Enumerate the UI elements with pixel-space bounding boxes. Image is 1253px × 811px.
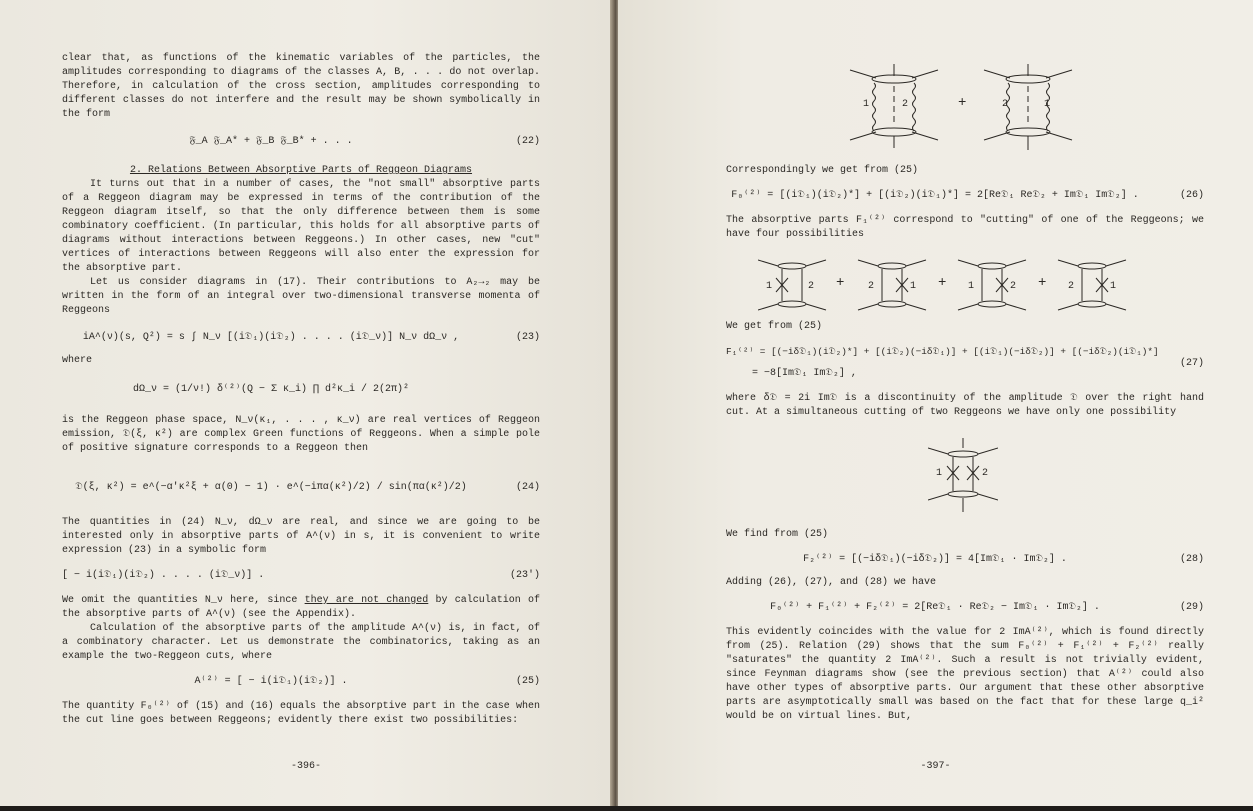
where-label: where <box>62 355 93 366</box>
row-diagram-2-label-2: 2 <box>868 281 875 292</box>
diagram-double-cut <box>928 438 998 514</box>
row-diagram-3-label-2: 2 <box>1010 281 1017 292</box>
paragraph-intro: clear that, as functions of the kinematic variables of the particles, the amplitudes corresponding to diagrams of the classes A, B, . . . do not overlap. Therefore, in calculation of the cross section, amplitudes corresponding to different classes do not interfere and the result may be shown symbolically in the form <box>62 53 540 120</box>
diagram-cut-reggeon-row <box>758 254 1128 318</box>
row-plus-1: + <box>836 275 845 291</box>
row-plus-3: + <box>1038 275 1047 291</box>
equation-24 <box>62 470 540 506</box>
row-diagram-2-label-1: 1 <box>910 281 917 292</box>
diagram-right-label-1: 1 <box>1044 99 1051 110</box>
paragraph-absorptive: It turns out that in a number of cases, the "not small" absorptive parts of a Reggeon diagram may be expressed in terms of the contribution of the Reggeon diagram itself, so that the only difference between them is some combinatory coefficient. (In particular, this holds for all absorptive parts of diagrams without interactions between Reggeons.) In other cases, new "cut" vertices of interactions between Reggeons will also enter the expression for the absorptive part. <box>62 179 540 274</box>
row-plus-2: + <box>938 275 947 291</box>
paragraph-discontinuity: where δ𝔇 = 2i Im𝔇 is a discontinuity of the amplitude 𝔇 over the right hand cut. At a simultaneous cutting of two Reggeons we have only one possibility <box>726 393 1204 418</box>
equation-24-body: 𝔇(ξ, κ²) = e^(−α′κ²ξ + α(0) − 1) · e^(−iπα(κ²)/2) / sin(πα(κ²)/2) <box>75 482 467 493</box>
equation-25 <box>62 672 540 692</box>
section-heading <box>62 164 540 178</box>
double-cut-label-2: 2 <box>982 468 989 479</box>
equation-22-number: (22) <box>515 136 540 147</box>
paragraph-omit <box>62 594 540 622</box>
equation-28-body: F₂⁽²⁾ = [(−iδ𝔇₁)(−iδ𝔇₂)] = 4[Im𝔇₁ · Im𝔇₂] . <box>803 554 1067 565</box>
equation-27-line-2 <box>726 358 1204 384</box>
row-diagram-4-label-1: 1 <box>1110 281 1117 292</box>
diagram-two-reggeon-left <box>846 62 942 152</box>
paragraph-quantities: The quantities in (24) N_ν, dΩ_ν are real, and since we are going to be interested only in absorptive parts of A^(ν) in s, it is convenient to write expression (23) in a symbolic form <box>62 517 540 556</box>
equation-27-line-2-body: = −8[Im𝔇₁ Im𝔇₂] , <box>752 368 857 379</box>
equation-23-prime-number: (23') <box>509 570 540 581</box>
paragraph-saturates: This evidently coincides with the value for 2 ImA⁽²⁾, which is found directly from (25). Relation (29) shows that the sum F₀⁽²⁾ + F₁⁽²⁾ + F₂⁽²⁾ really "saturates" the quantity 2 ImA⁽²⁾. Such a result is not trivially evident, since Feynman diagrams show (see the previous section) that A⁽²⁾ could also have other types of absorptive parts. Our argument that these other absorptive parts are asymptotically small was based on the fact that for these large q_i² would be on virtual lines. But, <box>726 627 1204 722</box>
paragraph-phase-space: is the Reggeon phase space, N_ν(κ₁, . . . , κ_ν) are real vertices of Reggeon emission, 𝔇(ξ, κ²) are complex Green functions of Reggeons. When a simple pole of positive signature corresponds to a Reggeon then <box>62 415 540 454</box>
equation-29-number: (29) <box>1179 602 1204 613</box>
equation-24-number: (24) <box>515 482 540 493</box>
bottom-edge <box>0 806 1253 811</box>
equation-28-number: (28) <box>1179 554 1204 565</box>
page-number-left: -396- <box>290 761 321 772</box>
diagram-left-label-2: 2 <box>902 99 909 110</box>
equation-23-prime <box>62 566 540 586</box>
right-page <box>618 0 1253 806</box>
paragraph-we-find: We find from (25) <box>726 529 829 540</box>
diagram-two-reggeon-right <box>980 62 1076 154</box>
equation-29 <box>726 598 1204 618</box>
paragraph-diagrams: Let us consider diagrams in (17). Their contributions to A₂→₂ may be written in the form of an integral over two-dimensional transverse momenta of Reggeons <box>62 277 540 316</box>
row-diagram-3-label-1: 1 <box>968 281 975 292</box>
equation-28 <box>726 550 1204 570</box>
paragraph-omit-start: We omit the quantities N_ν here, since <box>62 595 305 606</box>
equation-26-number: (26) <box>1179 190 1204 201</box>
paragraph-omit-underlined: they are not changed <box>304 595 429 606</box>
paragraph-we-get: We get from (25) <box>726 321 823 332</box>
diagram-two-reggeon-right-graphic <box>980 62 1076 154</box>
equation-29-body: F₀⁽²⁾ + F₁⁽²⁾ + F₂⁽²⁾ = 2[Re𝔇₁ · Re𝔇₂ − Im𝔇₁ · Im𝔇₂] . <box>770 602 1100 613</box>
paragraph-correspondingly: Correspondingly we get from (25) <box>726 165 919 176</box>
paragraph-cutting: The absorptive parts F₁⁽²⁾ correspond to "cutting" of one of the Reggeons; we have four possibilities <box>726 215 1204 240</box>
paragraph-two-possibilities: The quantity F₀⁽²⁾ of (15) and (16) equals the absorptive part in the case when the cut line goes between Reggeons; evidently there exist two possibilities: <box>62 701 540 726</box>
paragraph-combinatorics: Calculation of the absorptive parts of the amplitude A^(ν) is, in fact, of a combinatory character. Let us demonstrate the combinatorics, taking as an example the two-Reggeon cuts, where <box>62 623 540 662</box>
equation-27-line-1 <box>726 342 1204 362</box>
row-diagram-1-label-2: 2 <box>808 281 815 292</box>
equation-27-number: (27) <box>1179 358 1204 369</box>
left-page <box>0 0 612 806</box>
plus-sign-top: + <box>958 95 967 111</box>
section-heading-text: 2. Relations Between Absorptive Parts of Reggeon Diagrams <box>129 165 473 176</box>
equation-phase-space-body: dΩ_ν = (1/ν!) δ⁽²⁾(Q − Σ κ_i) ∏ d²κ_i / 2(2π)² <box>132 384 410 395</box>
equation-22-body: 𝔉_A 𝔉_A* + 𝔉_B 𝔉_B* + . . . <box>189 136 353 147</box>
row-diagram-1-label-1: 1 <box>766 281 773 292</box>
left-column <box>62 52 540 728</box>
equation-25-number: (25) <box>515 676 540 687</box>
right-column-lower <box>726 528 1204 724</box>
equation-phase-space <box>62 380 540 404</box>
equation-23-number: (23) <box>515 332 540 343</box>
equation-23-body: iA^(ν)(s, Q²) = s ∫ N_ν [(i𝔇₁)(i𝔇₂) . . . . (i𝔇_ν)] N_ν dΩ_ν , <box>82 332 460 343</box>
equation-26-body: F₀⁽²⁾ = [(i𝔇₁)(i𝔇₂)*] + [(i𝔇₂)(i𝔇₁)*] = 2[Re𝔇₁ Re𝔇₂ + Im𝔇₁ Im𝔇₂] . <box>731 190 1139 201</box>
double-cut-label-1: 1 <box>936 468 943 479</box>
diagram-right-label-2: 2 <box>1002 99 1009 110</box>
paragraph-adding: Adding (26), (27), and (28) we have <box>726 577 937 588</box>
equation-25-body: A⁽²⁾ = [ − i(i𝔇₁)(i𝔇₂)] . <box>194 676 348 687</box>
equation-27-line-1-body: F₁⁽²⁾ = [(−iδ𝔇₁)(i𝔇₂)*] + [(i𝔇₂)(−iδ𝔇₁)] + [(i𝔇₁)(−iδ𝔇₂)] + [(−iδ𝔇₂)(i𝔇₁)*] <box>726 346 1159 357</box>
diagram-left-label-1: 1 <box>863 99 870 110</box>
right-column-middle <box>726 320 1204 420</box>
row-diagram-4-label-2: 2 <box>1068 281 1075 292</box>
diagram-two-reggeon-left-graphic <box>846 62 942 152</box>
equation-26 <box>726 186 1204 206</box>
equation-23-prime-body: [ − i(i𝔇₁)(i𝔇₂) . . . . (i𝔇_ν)] . <box>62 570 265 581</box>
equation-22 <box>62 132 540 152</box>
paragraph-omit-end: by calculation of the absorptive parts of A^(ν) (see the Appendix). <box>62 595 540 620</box>
page-number-right: -397- <box>920 761 951 772</box>
equation-23 <box>62 328 540 348</box>
right-column-upper <box>726 164 1204 242</box>
